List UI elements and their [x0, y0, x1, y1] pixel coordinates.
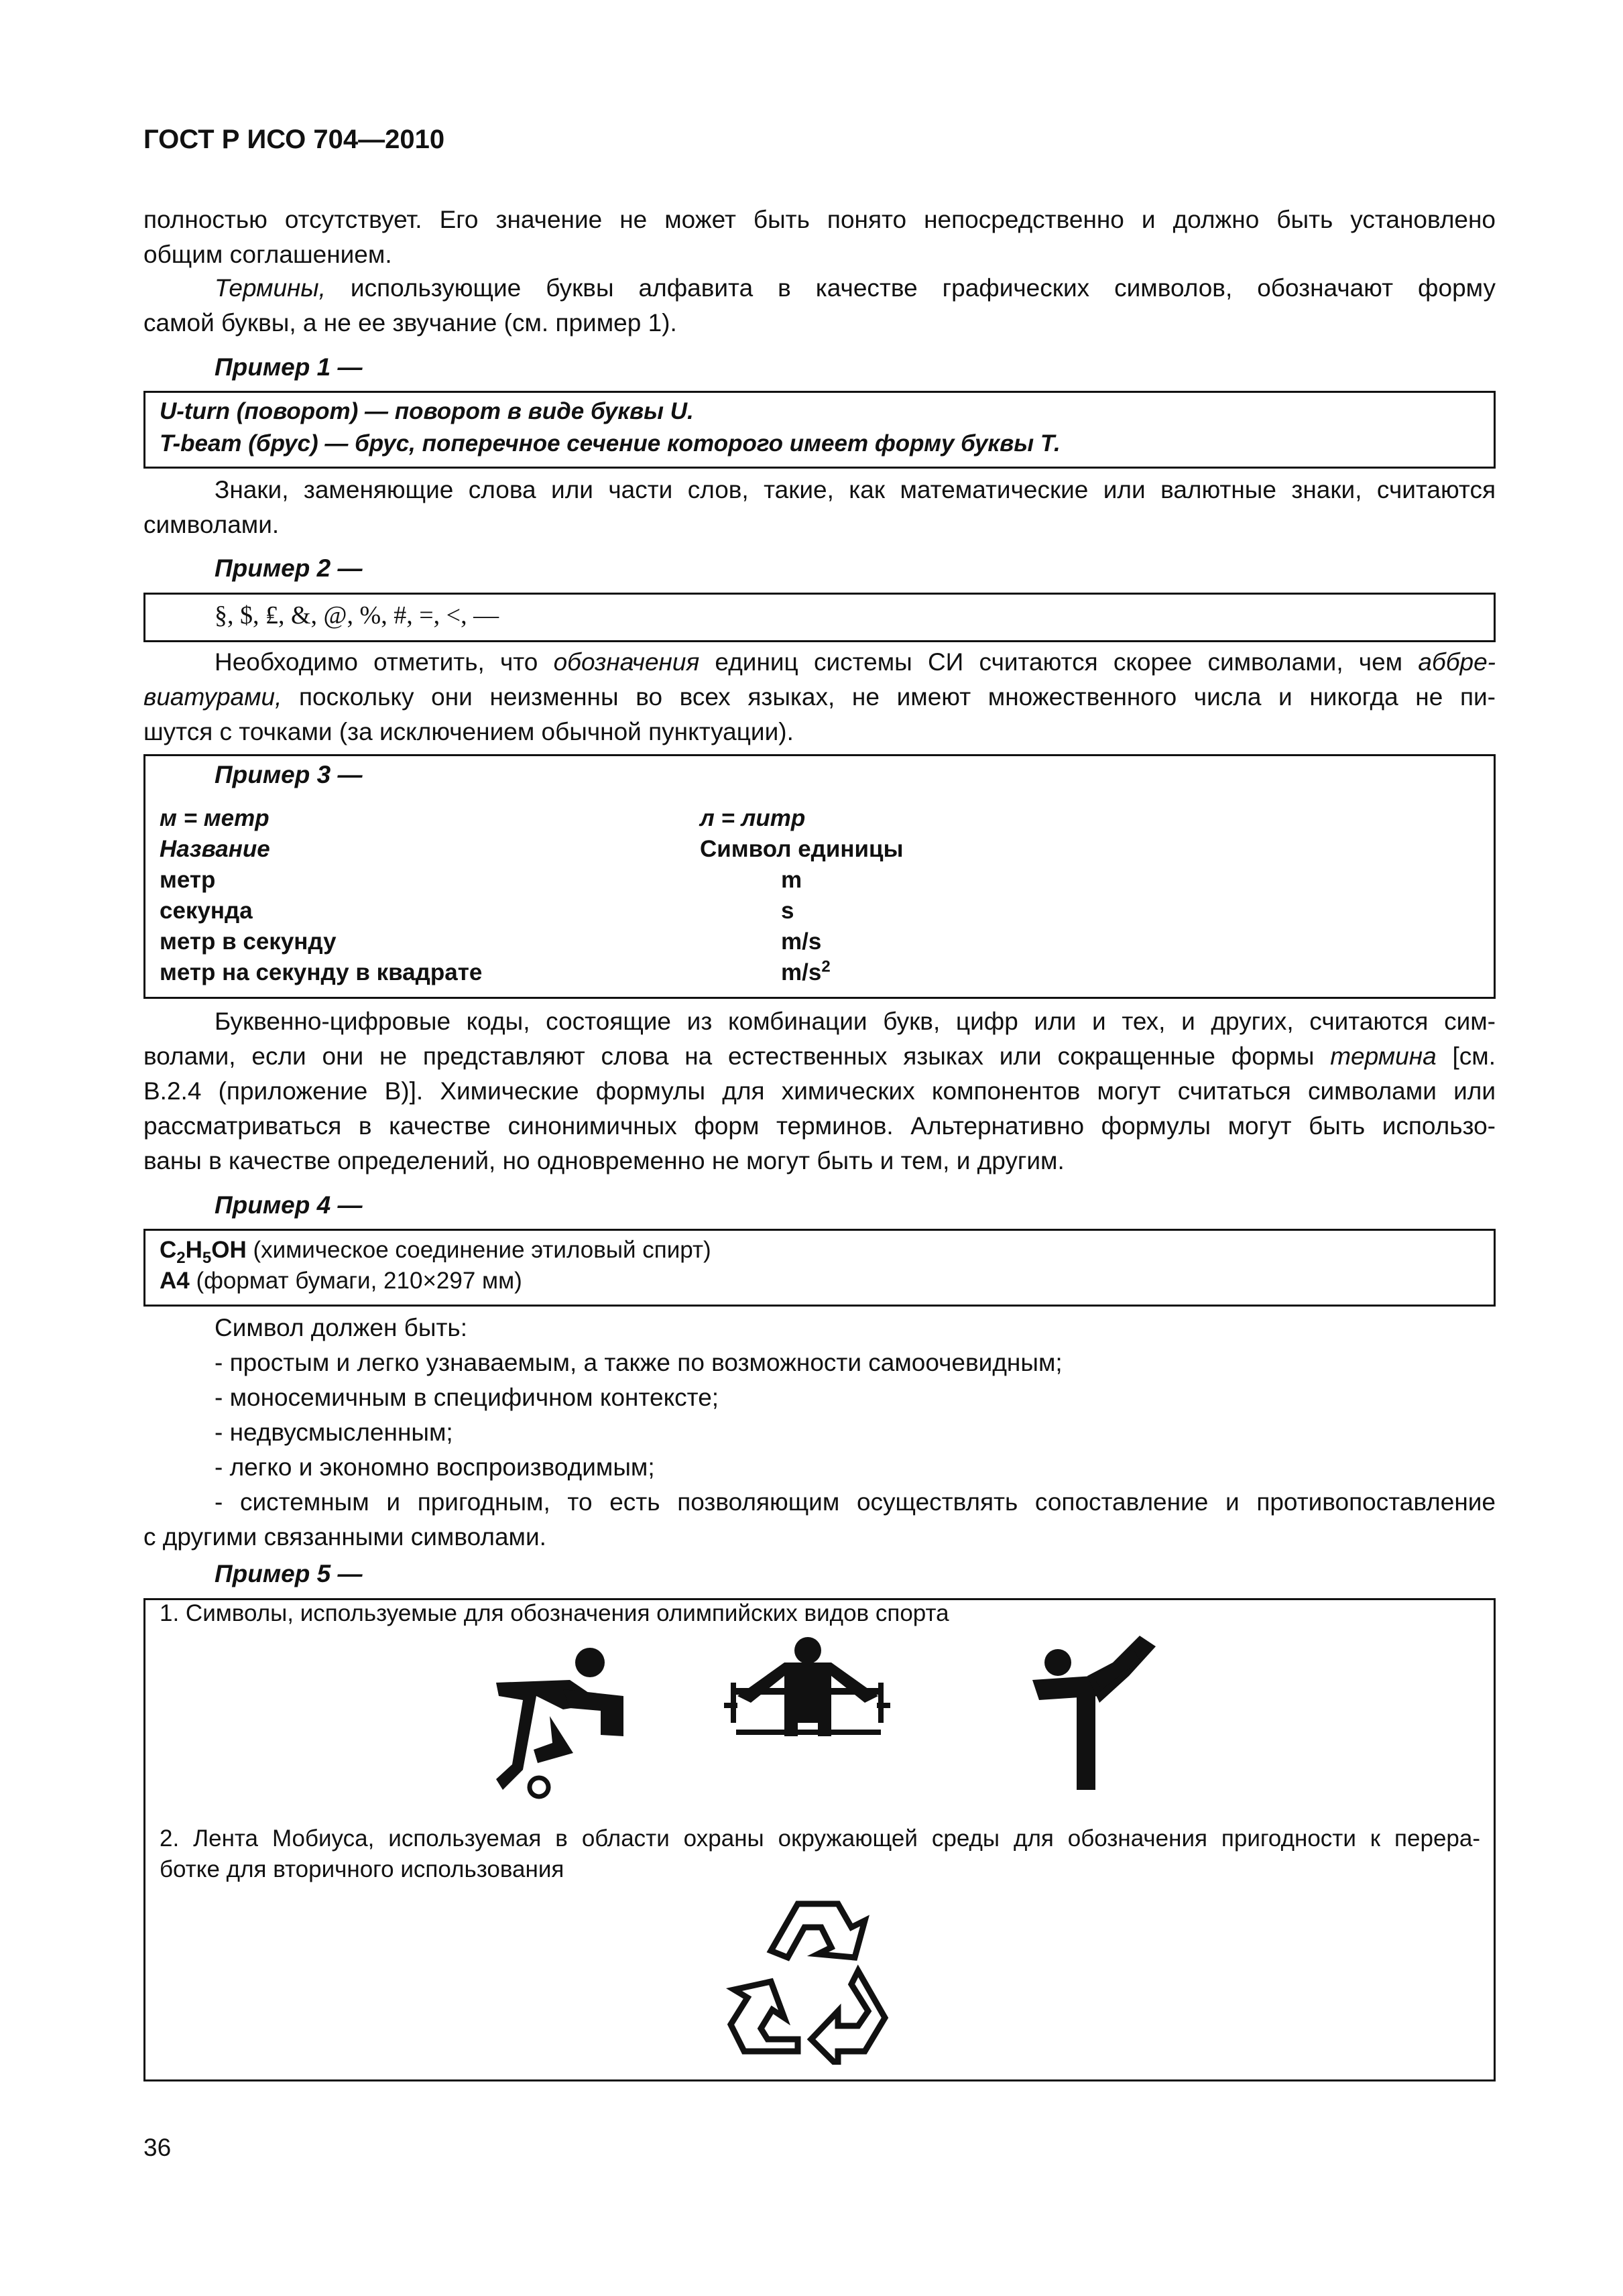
paragraph-line: В.2.4 (приложение В)]. Химические формулы для химических компонентов могут считаться символами или	[143, 1077, 1496, 1105]
gymnastics-icon	[724, 1637, 890, 1736]
text-span: (формат бумаги, 210×297 мм)	[189, 1268, 522, 1294]
text-span: единиц системы СИ считаются скорее символами, чем	[699, 648, 1419, 676]
table-row-name: метр на секунду в квадрате	[160, 959, 483, 985]
paragraph-line	[143, 1039, 1496, 1074]
paragraph-line: Буквенно-цифровые коды, состоящие из комбинации букв, цифр или и тех, и других, считаются сим-	[215, 1008, 1496, 1035]
paragraph-line: шутся с точками (за исключением обычной пунктуации).	[143, 718, 794, 745]
list-intro: Символ должен быть:	[215, 1314, 467, 1341]
example-item: 1. Символы, используемые для обозначения олимпийских видов спорта	[160, 1600, 949, 1626]
table-row-symbol: s	[781, 898, 794, 924]
list-item: - недвусмысленным;	[215, 1418, 453, 1446]
paragraph-line	[143, 680, 1496, 715]
list-item: - простым и легко узнаваемым, а также по возможности самоочевидным;	[215, 1349, 1063, 1376]
unit-definition: м = метр	[160, 805, 269, 831]
text-span: волами, если они не представляют слова на естественных языках или сокращенные формы	[143, 1042, 1331, 1070]
paragraph-line: самой буквы, а не ее звучание (см. пример 1).	[143, 309, 677, 337]
athlete-kick-icon	[1032, 1636, 1156, 1790]
olympic-pictograms	[469, 1636, 1274, 1810]
paragraph-line: Знаки, заменяющие слова или части слов, такие, как математические или валютные знаки, считаются	[215, 476, 1496, 503]
table-row-name: метр	[160, 867, 216, 893]
table-row-symbol: m	[781, 867, 802, 893]
text-span: (химическое соединение этиловый спирт)	[246, 1237, 711, 1263]
list-item: с другими связанными символами.	[143, 1523, 546, 1551]
page-number: 36	[143, 2134, 172, 2161]
paragraph-line: полностью отсутствует. Его значение не может быть понято непосредственно и должно быть установлено	[143, 206, 1496, 233]
football-icon	[496, 1648, 623, 1797]
formula-part: H	[185, 1237, 202, 1263]
text-span: поскольку они неизменны во всех языках, не имеют множественного числа и никогда не пи-	[282, 683, 1496, 711]
text-span: использующие буквы алфавита в качестве графических символов, обозначают форму	[325, 274, 1496, 302]
term-italic: виатурами,	[143, 683, 282, 711]
subscript: 2	[176, 1249, 186, 1267]
text-span: [см.	[1436, 1042, 1496, 1070]
term-italic: термина	[1330, 1042, 1437, 1070]
paragraph-line: ваны в качестве определений, но одновременно не могут быть и тем, и другим.	[143, 1147, 1065, 1174]
paragraph-line	[215, 645, 1496, 680]
paragraph-line: общим соглашением.	[143, 241, 392, 268]
document-header: ГОСТ Р ИСО 704—2010	[143, 125, 445, 154]
example-label: Пример 1 —	[215, 353, 363, 381]
paragraph-line	[215, 271, 1496, 306]
paragraph-line: символами.	[143, 511, 280, 538]
example-line: U-turn (поворот) — поворот в виде буквы U.	[160, 398, 694, 424]
list-item: - системным и пригодным, то есть позволяющим осуществлять сопоставление и противопоставление	[215, 1488, 1496, 1516]
recycling-icon	[724, 1890, 912, 2065]
example-label: Пример 3 —	[215, 761, 363, 788]
example-label: Пример 2 —	[215, 554, 363, 582]
subscript: 5	[202, 1249, 212, 1267]
table-header-name: Название	[160, 836, 270, 862]
table-row-symbol: m/s	[781, 928, 822, 955]
table-header-symbol: Символ единицы	[700, 836, 904, 862]
unit-definition: л = литр	[700, 805, 806, 831]
example-label: Пример 4 —	[215, 1191, 363, 1219]
paper-format: A4	[160, 1268, 190, 1294]
text-span: Необходимо отметить, что	[215, 648, 554, 676]
term-italic: аббре-	[1418, 648, 1496, 676]
term-italic: Термины,	[215, 274, 326, 302]
table-row-symbol	[781, 957, 831, 988]
formula-part: C	[160, 1237, 177, 1263]
paragraph-line: рассматриваться в качестве синонимичных форм терминов. Альтернативно формулы могут быть использо-	[143, 1112, 1496, 1140]
example-line	[160, 1266, 522, 1296]
list-item: - легко и экономно воспроизводимым;	[215, 1453, 655, 1481]
example-item	[160, 1823, 1480, 1885]
term-italic: обозначения	[553, 648, 700, 676]
list-item: - моносемичным в специфичном контексте;	[215, 1384, 719, 1411]
table-row-name: метр в секунду	[160, 928, 337, 955]
superscript: 2	[821, 957, 831, 976]
item-line: 2. Лента Мобиуса, используемая в области охраны окружающей среды для обозначения пригодности к перера-	[160, 1825, 1480, 1852]
example-label: Пример 5 —	[215, 1560, 363, 1587]
symbols-list: §, $, ₤, &, @, %, #, =, <, —	[215, 601, 499, 629]
item-line: ботке для вторичного использования	[160, 1856, 564, 1882]
example-line: T-beam (брус) — брус, поперечное сечение которого имеет форму буквы Т.	[160, 430, 1061, 457]
chem-formula	[160, 1237, 247, 1267]
formula-part: OH	[211, 1237, 247, 1263]
table-row-name: секунда	[160, 898, 253, 924]
example-line	[160, 1235, 711, 1266]
symbol-text: m/s	[781, 959, 822, 985]
